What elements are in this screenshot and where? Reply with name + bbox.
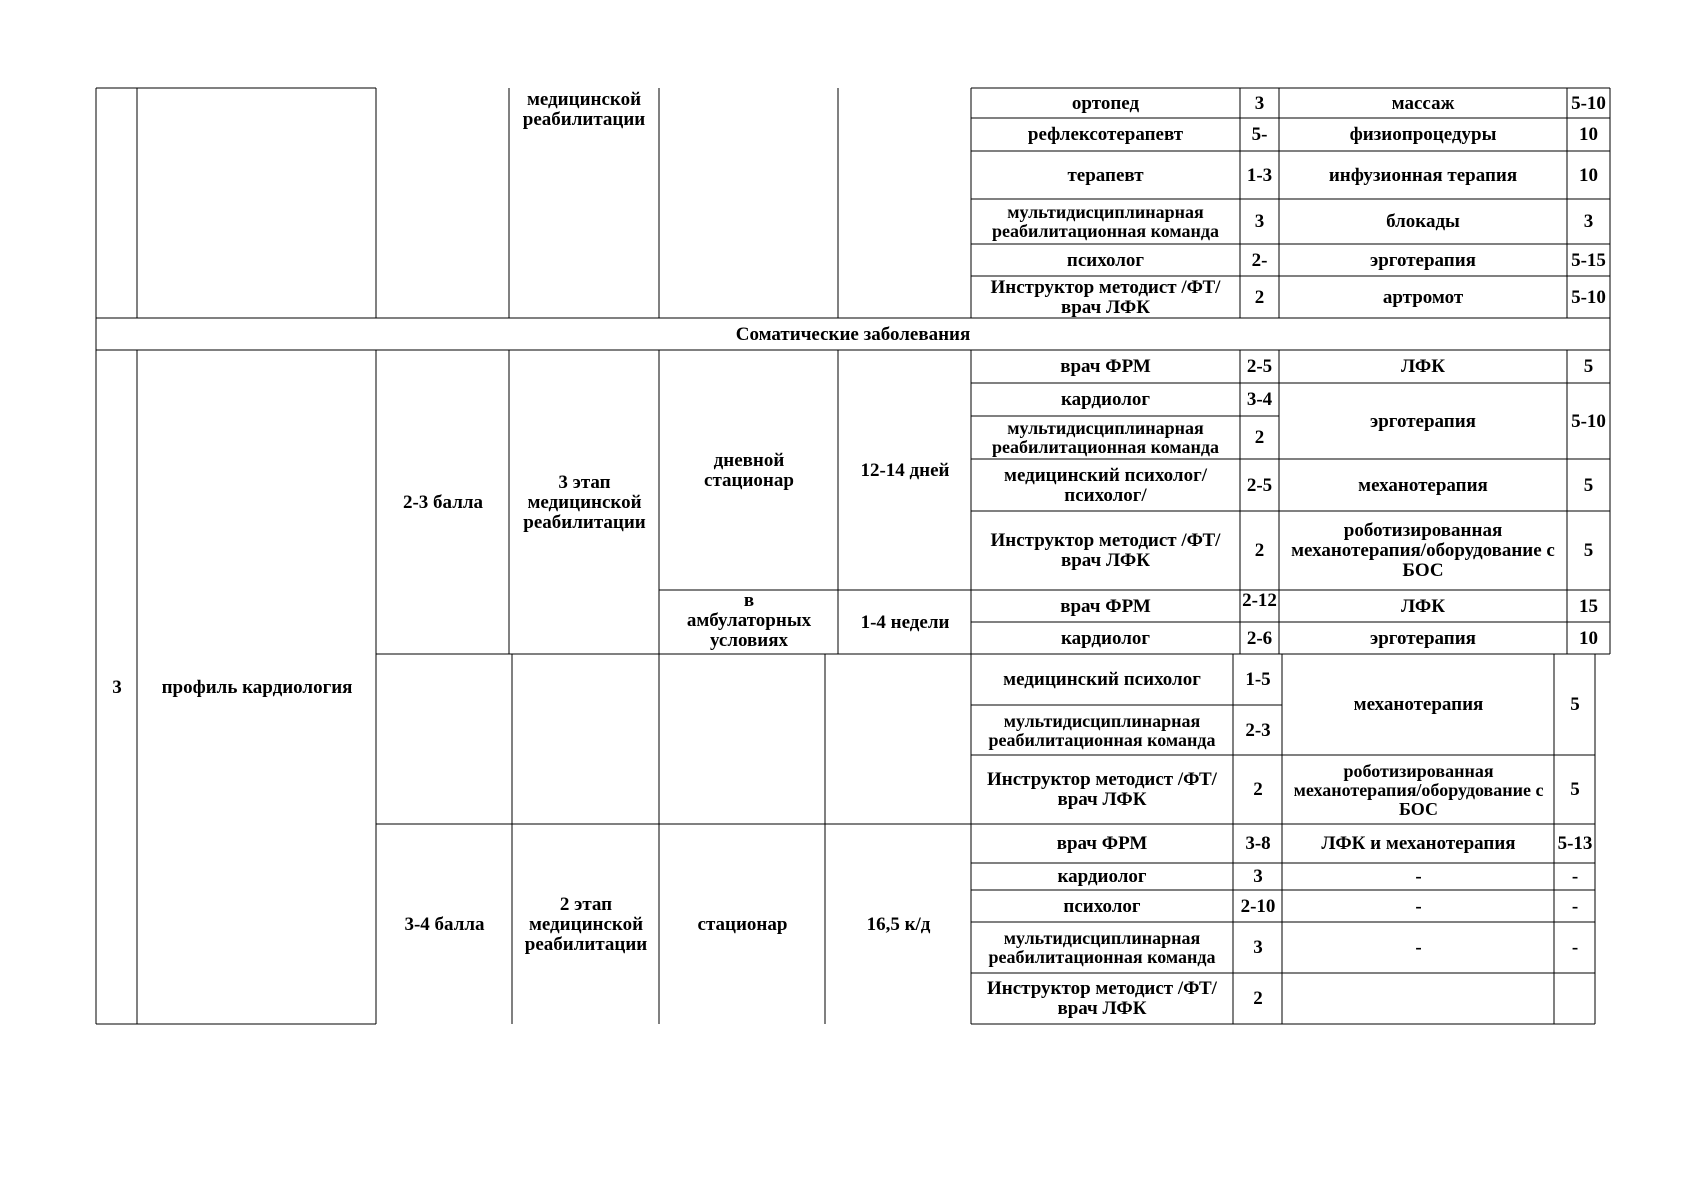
procedure-name: -: [1415, 895, 1422, 917]
specialist-name: Инструктор методист /ФТ/врач ЛФК: [990, 530, 1221, 571]
procedure-name: роботизированная механотерапия/оборудование с БОС: [1291, 520, 1555, 581]
score-cell: 3-4 балла: [404, 913, 485, 935]
specialist-name: врач ФРМ: [1060, 356, 1151, 377]
procedure-name: механотерапия: [1358, 474, 1488, 496]
specialist-count: 3: [1253, 937, 1263, 958]
procedure-name: ЛФК и механотерапия: [1321, 833, 1516, 854]
section-title: Соматические заболевания: [735, 323, 971, 345]
top-procedure-count: 5-10: [1571, 286, 1606, 308]
specialist-count: 2: [1254, 540, 1265, 561]
procedure-name: ЛФК: [1400, 356, 1445, 377]
top-procedure-count: 5-15: [1571, 249, 1606, 271]
top-specialist-name: ортопед: [1071, 92, 1140, 114]
procedure-count: 15: [1579, 595, 1598, 617]
procedure-count: 5: [1583, 474, 1594, 496]
top-procedure-name: блокады: [1386, 211, 1460, 232]
procedure-count: 5: [1583, 356, 1594, 377]
specialist-count: 2: [1253, 988, 1263, 1009]
score-cell: 2-3 балла: [402, 491, 484, 513]
specialist-count: 2-5: [1246, 356, 1273, 377]
specialist-count: 3: [1253, 866, 1263, 887]
procedure-count: 5: [1570, 779, 1580, 800]
top-specialist-count: 1-3: [1246, 164, 1273, 186]
top-specialist-count: 3: [1254, 211, 1265, 232]
specialist-count: 3-4: [1246, 389, 1273, 410]
top-specialist-count: 5-: [1251, 124, 1268, 145]
specialist-count: 2-5: [1246, 474, 1273, 496]
specialist-name: мультидисциплинарная реабилитационная команда: [991, 418, 1220, 457]
procedure-count: 5: [1570, 694, 1580, 715]
specialist-count: 3-8: [1245, 833, 1271, 854]
specialist-name: кардиолог: [1060, 389, 1151, 410]
top-specialist-name: рефлексотерапевт: [1027, 124, 1184, 145]
specialist-name: мультидисциплинарная реабилитационная команда: [988, 710, 1216, 750]
procedure-count: -: [1571, 866, 1579, 887]
top-specialist-count: 2: [1254, 286, 1265, 308]
specialist-count: 2-10: [1240, 895, 1276, 917]
top-procedure-name: массаж: [1391, 92, 1455, 114]
specialist-name: мультидисциплинарная реабилитационная команда: [988, 928, 1216, 967]
row-number: 3: [112, 676, 122, 698]
top-specialist-count: 3: [1254, 92, 1265, 114]
specialist-count: 1-5: [1245, 669, 1271, 690]
stage-cell: 2 этап медицинской реабилитации: [524, 893, 648, 955]
top-specialist-name: Инструктор методист /ФТ/врач ЛФК: [990, 277, 1221, 318]
specialist-name: Инструктор методист /ФТ/врач ЛФК: [987, 978, 1217, 1019]
procedure-name: роботизированная механотерапия/оборудование с БОС: [1293, 760, 1544, 819]
profile-name: профиль кардиология: [161, 676, 353, 698]
specialist-name: медицинский психолог/психолог/: [1004, 464, 1207, 506]
procedure-count: -: [1571, 937, 1579, 958]
procedure-count: 5-13: [1557, 833, 1593, 854]
procedure-name: эрготерапия: [1370, 410, 1476, 432]
top-stage-cell: медицинской реабилитации: [522, 90, 646, 130]
top-specialist-name: мультидисциплинарная реабилитационная команда: [991, 202, 1220, 241]
top-procedure-name: артромот: [1382, 286, 1464, 308]
top-specialist-name: психолог: [1066, 249, 1145, 271]
procedure-name: механотерапия: [1353, 694, 1484, 715]
specialist-count: 2-6: [1246, 627, 1273, 649]
specialist-name: кардиолог: [1060, 627, 1151, 649]
specialist-name: психолог: [1063, 895, 1141, 917]
duration-cell: 16,5 к/д: [866, 913, 931, 935]
setting-cell: дневной стационар: [704, 449, 794, 491]
duration-cell: 12-14 дней: [860, 459, 950, 481]
procedure-count: 5-10: [1571, 410, 1606, 432]
top-procedure-name: эрготерапия: [1370, 249, 1476, 271]
stage-cell: 3 этап медицинской реабилитации: [523, 471, 646, 533]
specialist-name: врач ФРМ: [1060, 595, 1151, 617]
specialist-name: Инструктор методист /ФТ/врач ЛФК: [987, 769, 1217, 810]
specialist-name: кардиолог: [1057, 866, 1147, 887]
top-specialist-name: терапевт: [1067, 164, 1144, 186]
top-procedure-name: физиопроцедуры: [1349, 124, 1497, 145]
procedure-count: 10: [1579, 627, 1598, 649]
top-procedure-count: 3: [1583, 211, 1594, 232]
procedure-count: 5: [1583, 540, 1594, 561]
top-specialist-count: 2-: [1251, 249, 1268, 271]
duration-cell: 1-4 недели: [860, 611, 950, 633]
specialist-count: 2-12: [1242, 591, 1277, 611]
top-procedure-name: инфузионная терапия: [1328, 164, 1518, 186]
procedure-name: ЛФК: [1400, 595, 1445, 617]
procedure-name: эрготерапия: [1370, 627, 1476, 649]
top-procedure-count: 10: [1579, 164, 1598, 186]
procedure-name: -: [1415, 937, 1422, 958]
procedure-name: -: [1415, 866, 1422, 887]
procedure-count: -: [1571, 895, 1579, 917]
specialist-count: 2: [1253, 779, 1263, 800]
setting-cell: стационар: [697, 913, 788, 935]
specialist-count: 2: [1254, 427, 1265, 448]
specialist-count: 2-3: [1245, 719, 1271, 741]
top-procedure-count: 5-10: [1571, 92, 1606, 114]
setting-cell: в амбулаторных условиях: [686, 591, 812, 651]
top-procedure-count: 10: [1579, 124, 1598, 145]
specialist-name: врач ФРМ: [1056, 833, 1148, 854]
specialist-name: медицинский психолог: [1003, 669, 1201, 690]
